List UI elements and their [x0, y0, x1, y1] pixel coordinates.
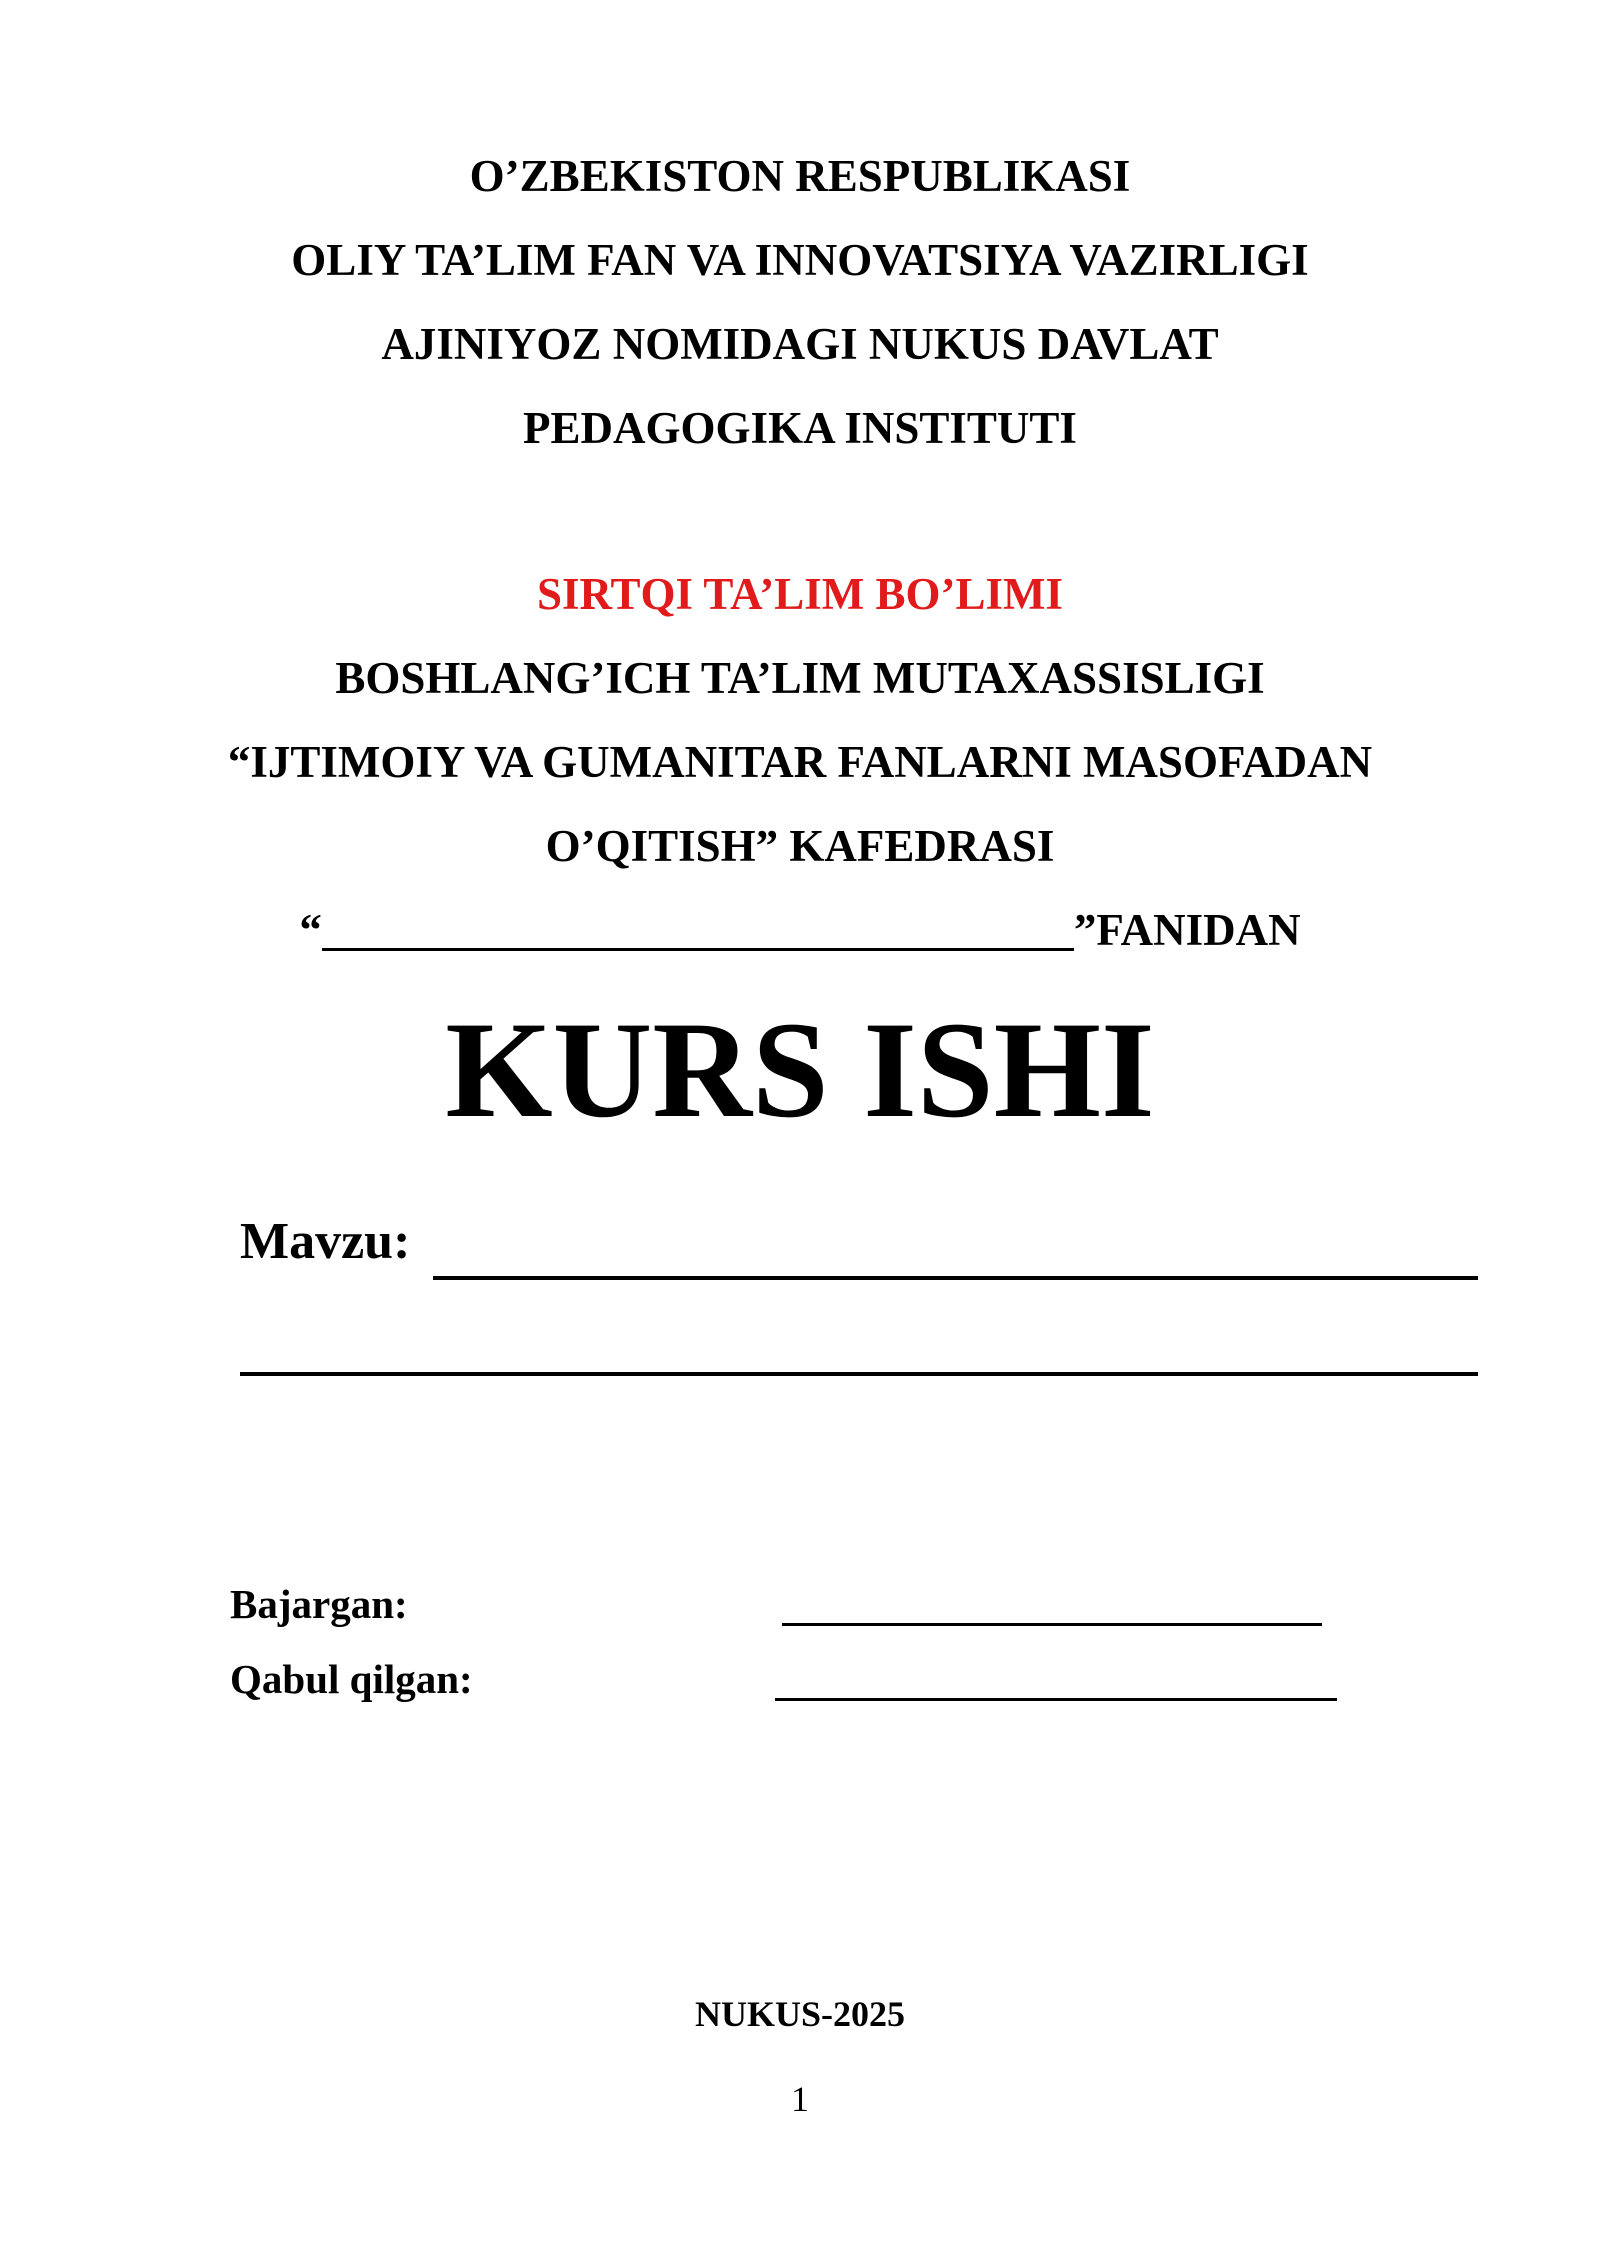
- topic-blank-line1[interactable]: [433, 1276, 1478, 1280]
- done-by-label: Bajargan:: [230, 1581, 408, 1627]
- institute-name-line2: PEDAGOGIKA INSTITUTI: [523, 403, 1077, 453]
- document-title: KURS ISHI: [445, 993, 1155, 1146]
- accepted-by-label: Qabul qilgan:: [230, 1656, 473, 1702]
- subject-line: [0, 904, 1600, 956]
- page-number: 1: [791, 2079, 809, 2119]
- ministry-name: OLIY TA’LIM FAN VA INNOVATSIYA VAZIRLIGI: [291, 235, 1309, 285]
- subject-blank[interactable]: [322, 948, 1074, 951]
- chair-name-line2: O’QITISH” KAFEDRASI: [545, 821, 1055, 871]
- chair-name-line1: “IJTIMOIY VA GUMANITAR FANLARNI MASOFADAN: [227, 737, 1373, 787]
- subject-suffix: ”FANIDAN: [1073, 905, 1301, 955]
- institute-name-line1: AJINIYOZ NOMIDAGI NUKUS DAVLAT: [381, 319, 1219, 369]
- subject-open-quote: “: [299, 905, 322, 955]
- topic-label: Mavzu:: [240, 1213, 411, 1270]
- country-name: O’ZBEKISTON RESPUBLIKASI: [469, 151, 1131, 201]
- specialty-name: BOSHLANG’ICH TA’LIM MUTAXASSISLIGI: [335, 653, 1265, 703]
- accepted-by-blank[interactable]: [775, 1698, 1337, 1701]
- done-by-blank[interactable]: [782, 1623, 1322, 1626]
- section-name: SIRTQI TA’LIM BO’LIMI: [536, 569, 1063, 619]
- place-year: NUKUS-2025: [694, 1994, 905, 2034]
- topic-blank-line2[interactable]: [240, 1372, 1478, 1376]
